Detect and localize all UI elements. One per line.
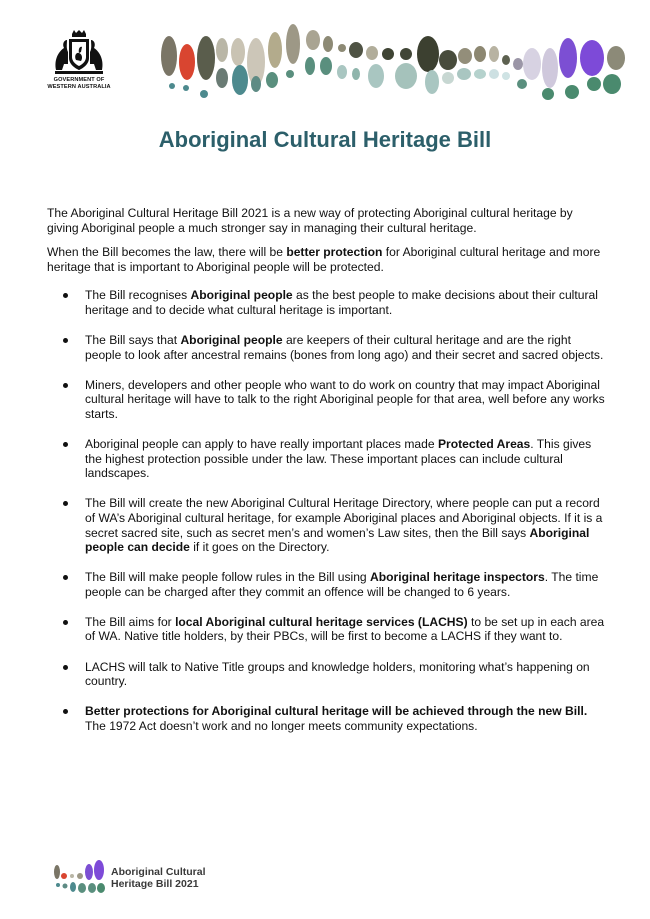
protection-paragraph: When the Bill becomes the law, there will be better protection for Aboriginal cultural heritage and more heritage that is important to Aboriginal people will be protected. <box>47 245 601 274</box>
list-item: The Bill recognises Aboriginal people as the best people to make decisions about their cultural heritage and to decide what cultural heritage is important. <box>47 288 607 317</box>
page-title: Aboriginal Cultural Heritage Bill <box>158 127 492 152</box>
bullet-icon <box>63 293 68 298</box>
government-crest <box>44 30 114 90</box>
bullet-icon <box>63 338 68 343</box>
footer-label-line2: Heritage Bill 2021 <box>111 878 199 890</box>
list-item: The Bill says that Aboriginal people are keepers of their cultural heritage and are the right people to look after ancestral remains (bones from long ago) and their secret and sacred objects. <box>47 333 607 362</box>
list-item: The Bill will create the new Aboriginal Cultural Heritage Directory, where people can put a record of WA’s Aboriginal cultural heritage, for example Aboriginal places and Aboriginal objects. If it is a secret sacred site, such as secret men’s and women’s Law sites, then the Bill says Aboriginal people can decide if it goes on the Directory. <box>47 496 607 554</box>
bullet-icon <box>63 442 68 447</box>
list-item: Better protections for Aboriginal cultural heritage will be achieved through the new Bill. The 1972 Act doesn’t work and no longer meets community expectations. <box>47 704 607 733</box>
intro-paragraph: The Aboriginal Cultural Heritage Bill 2021 is a new way of protecting Aboriginal cultural heritage by giving Aboriginal people a much stronger say in managing their cultural heritage. <box>47 206 573 235</box>
list-item: Miners, developers and other people who want to do work on country that may impact Aboriginal cultural heritage will have to talk to the right Aboriginal people for that area, well before any works starts. <box>47 378 607 422</box>
bullet-icon <box>63 383 68 388</box>
list-item: LACHS will talk to Native Title groups and knowledge holders, monitoring what’s happening on country. <box>47 660 607 689</box>
decorative-dots-banner <box>150 18 630 108</box>
list-item: The Bill will make people follow rules in the Bill using Aboriginal heritage inspectors. The time people can be charged after they commit an offence will be changed to 6 years. <box>47 570 607 599</box>
footer-dots-logo <box>52 858 108 894</box>
list-item: Aboriginal people can apply to have really important places made Protected Areas. This gives the highest protection possible under the law. These important places can include cultural landscapes. <box>47 437 607 481</box>
bullet-icon <box>63 620 68 625</box>
bullet-list <box>47 288 607 733</box>
bullet-icon <box>63 709 68 714</box>
footer-label-line1: Aboriginal Cultural <box>111 866 206 878</box>
bullet-icon <box>63 501 68 506</box>
footer-label <box>111 866 206 890</box>
body-content <box>47 206 607 749</box>
crest-caption-line2: WESTERN AUSTRALIA <box>47 83 111 90</box>
bullet-icon <box>63 665 68 670</box>
crest-caption-line1: GOVERNMENT OF <box>53 77 105 83</box>
coat-of-arms-icon <box>52 30 106 76</box>
bullet-icon <box>63 575 68 580</box>
list-item: The Bill aims for local Aboriginal cultural heritage services (LACHS) to be set up in each area of WA. Native title holders, by their PBCs, will be first to become a LACHS if they want to. <box>47 615 607 644</box>
